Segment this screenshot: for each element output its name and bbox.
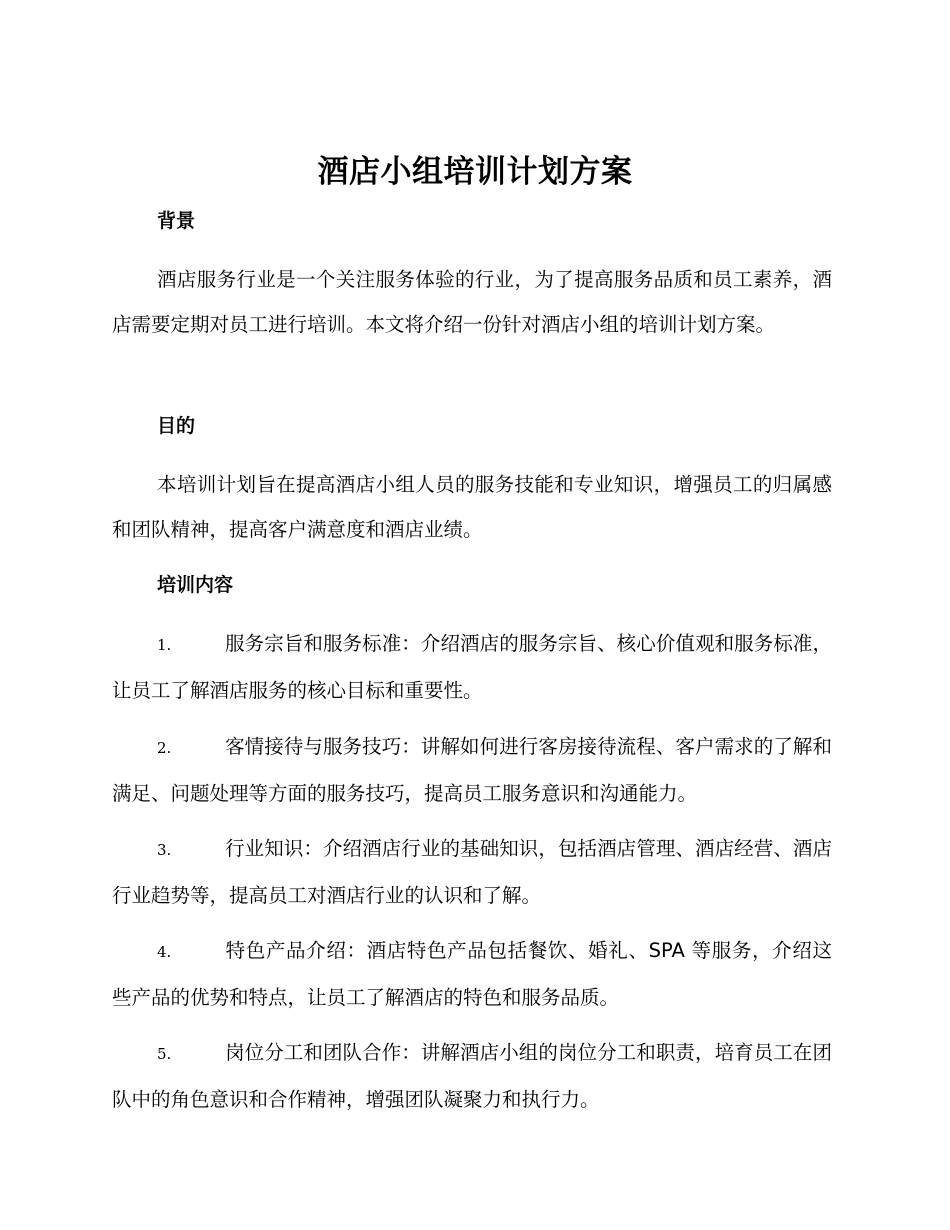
list-item-number: 3. xyxy=(157,841,172,859)
list-item xyxy=(112,1030,832,1122)
list-item xyxy=(112,724,832,816)
purpose-paragraph: 本培训计划旨在提高酒店小组人员的服务技能和专业知识，增强员工的归属感和团队精神，提高客户满意度和酒店业绩。 xyxy=(112,473,832,541)
background-paragraph: 酒店服务行业是一个关注服务体验的行业，为了提高服务品质和员工素养，酒店需要定期对员工进行培训。本文将介绍一份针对酒店小组的培训计划方案。 xyxy=(112,268,832,336)
list-item-text: 行业知识：介绍酒店行业的基础知识，包括酒店管理、酒店经营、酒店行业趋势等，提高员工对酒店行业的认识和了解。 xyxy=(112,837,832,907)
list-item xyxy=(112,826,832,918)
list-item-number: 2. xyxy=(157,739,172,757)
section-heading-content: 培训内容 xyxy=(157,574,234,596)
list-item xyxy=(112,928,832,1020)
list-item-text: 岗位分工和团队合作：讲解酒店小组的岗位分工和职责，培育员工在团队中的角色意识和合作精神，增强团队凝聚力和执行力。 xyxy=(112,1041,832,1111)
section-heading-background: 背景 xyxy=(157,210,196,232)
list-item-text: 特色产品介绍：酒店特色产品包括餐饮、婚礼、SPA 等服务，介绍这些产品的优势和特点，让员工了解酒店的特色和服务品质。 xyxy=(112,939,832,1009)
section-heading-purpose: 目的 xyxy=(157,415,196,437)
document-title: 酒店小组培训计划方案 xyxy=(317,154,633,190)
list-item-text: 客情接待与服务技巧：讲解如何进行客房接待流程、客户需求的了解和满足、问题处理等方面的服务技巧，提高员工服务意识和沟通能力。 xyxy=(112,735,832,805)
list-item-number: 1. xyxy=(157,636,172,654)
list-item-text: 服务宗旨和服务标准：介绍酒店的服务宗旨、核心价值观和服务标准，让员工了解酒店服务的核心目标和重要性。 xyxy=(112,632,832,702)
list-item xyxy=(112,621,832,713)
list-item-number: 4. xyxy=(157,943,172,961)
list-item-number: 5. xyxy=(157,1045,172,1063)
